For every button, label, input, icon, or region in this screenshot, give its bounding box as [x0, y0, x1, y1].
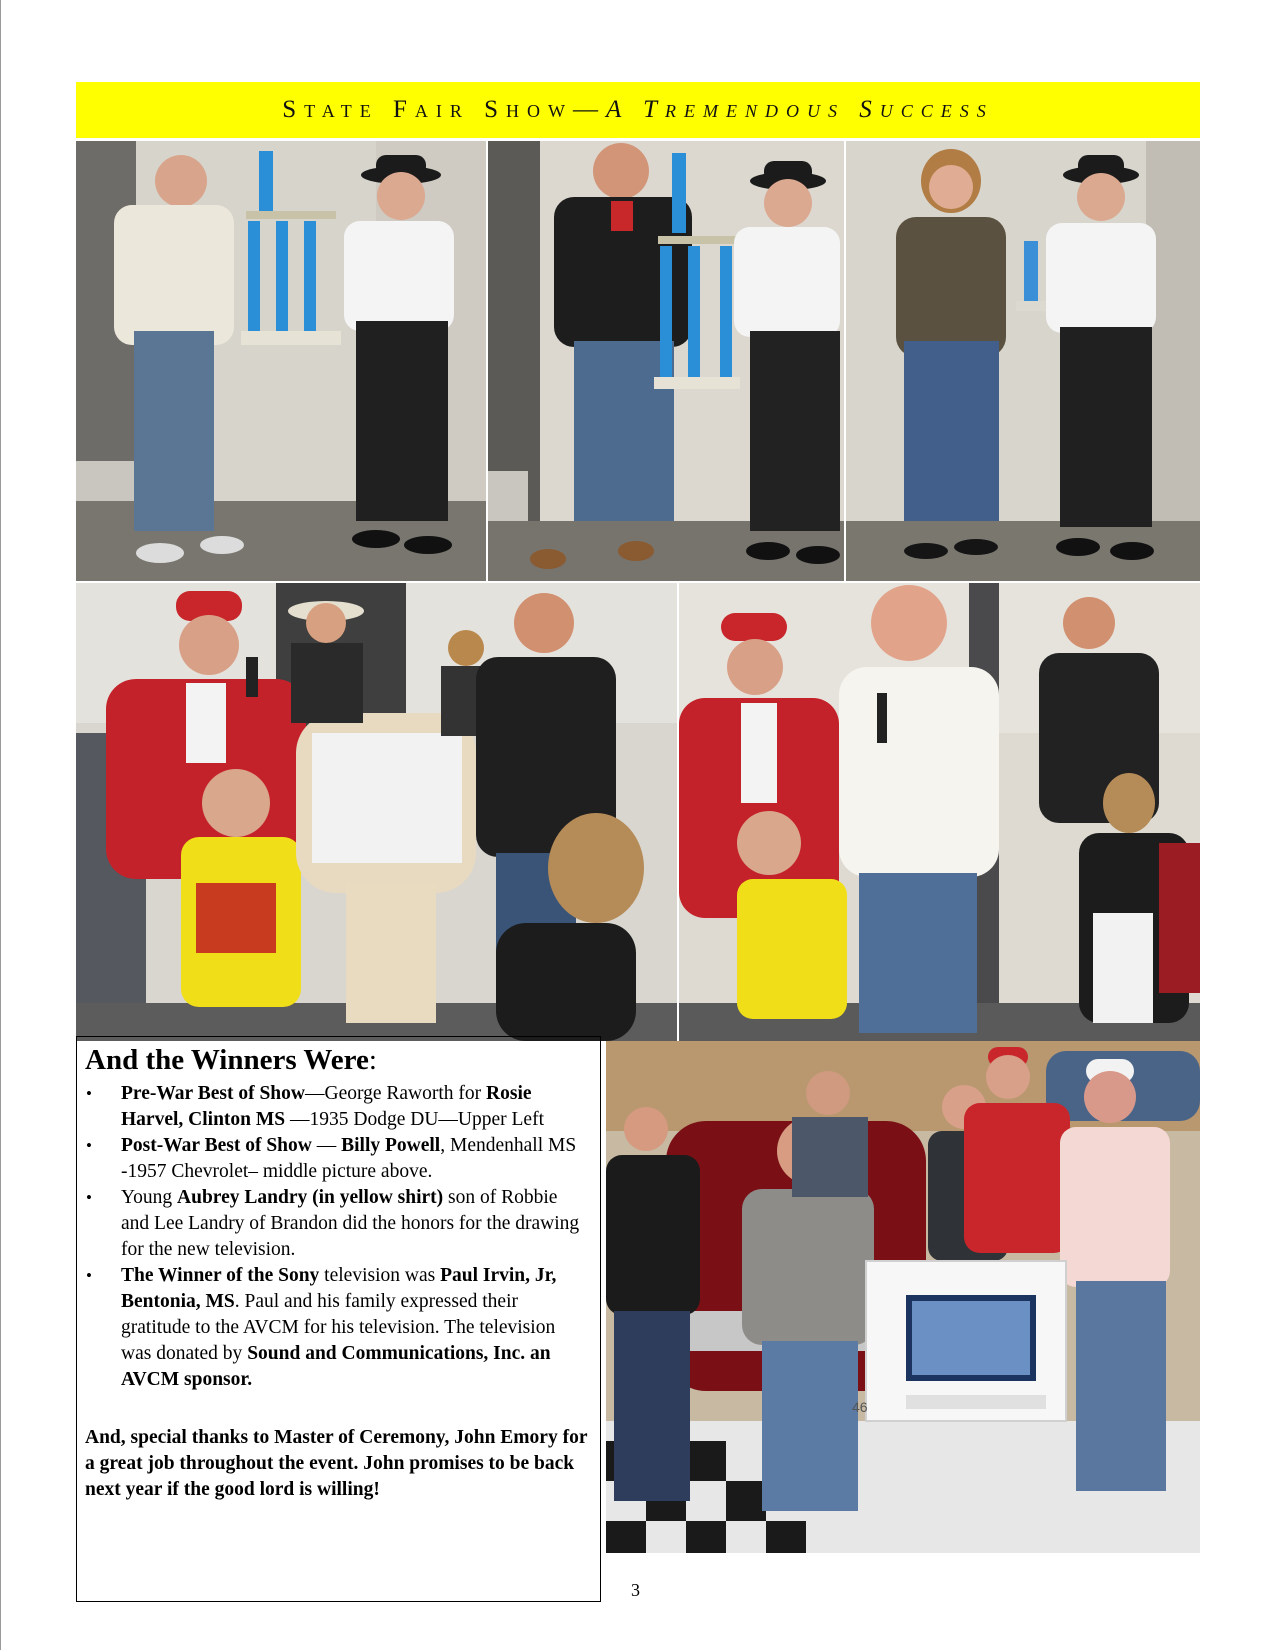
- photo-post-war-trophy: [488, 141, 844, 581]
- banner-title-part2: A Tremendous Success: [606, 96, 994, 123]
- winner-item-post-war: [85, 1133, 590, 1185]
- post-war-text-2: , Mendenhall MS -1957 Chevrolet– middle picture above.: [121, 1134, 577, 1182]
- page-number: 3: [631, 1580, 640, 1600]
- banner-title: [282, 96, 993, 124]
- winners-box: [76, 1036, 601, 1602]
- thanks-paragraph: And, special thanks to Master of Ceremony, John Emory for a great job throughout the event. John promises to be back next year if the good lord is willing!: [85, 1426, 588, 1500]
- photo-drawing-left: [76, 583, 677, 1041]
- banner-title-dash: —: [573, 96, 607, 123]
- post-war-award: Post-War Best of Show: [121, 1134, 312, 1156]
- pre-war-text-2: —1935 Dodge DU—Upper Left: [285, 1108, 544, 1130]
- tv-text-1: television was: [319, 1264, 441, 1286]
- photo-woman-trophy: [846, 141, 1200, 581]
- winners-heading-colon: :: [368, 1044, 377, 1076]
- pre-war-text-1: —George Raworth for: [304, 1082, 487, 1104]
- drawing-text-1: son of Robbie and Lee Landry of Brandon did the honors for the drawing for the new television.: [121, 1186, 580, 1260]
- winner-item-tv: [85, 1263, 590, 1393]
- pre-war-winner: Rosie Harvel, Clinton MS: [121, 1082, 532, 1130]
- photo-tv-winner-group: [606, 1041, 1200, 1553]
- section-banner: [76, 82, 1200, 138]
- winner-item-pre-war: [85, 1081, 590, 1133]
- pre-war-award: Pre-War Best of Show: [121, 1082, 305, 1104]
- photo-pre-war-trophy: [76, 141, 486, 581]
- banner-title-part1: State Fair Show: [282, 96, 574, 123]
- drawing-text-0: Young: [121, 1186, 178, 1208]
- tv-winner-label: The Winner of the Sony: [121, 1264, 320, 1286]
- winner-item-drawing: [85, 1185, 590, 1263]
- drawing-helper: Aubrey Landry (in yellow shirt): [177, 1186, 444, 1208]
- tv-sponsor: Sound and Communications, Inc. an AVCM sponsor.: [121, 1342, 551, 1390]
- photo-drawing-right: [679, 583, 1200, 1041]
- tv-winner-name: Paul Irvin, Jr, Bentonia, MS: [121, 1264, 557, 1312]
- post-war-winner: Billy Powell: [341, 1134, 441, 1156]
- page-edge-rule: [0, 0, 1, 1650]
- post-war-text-1: —: [311, 1134, 342, 1156]
- winners-list: [85, 1081, 590, 1393]
- tv-box-number: 46: [852, 1399, 868, 1415]
- tv-text-2: . Paul and his family expressed their gratitude to the AVCM for his television. The television was donated by: [121, 1290, 556, 1364]
- winners-heading-text: And the Winners Were: [85, 1044, 369, 1076]
- winners-heading: [85, 1045, 590, 1077]
